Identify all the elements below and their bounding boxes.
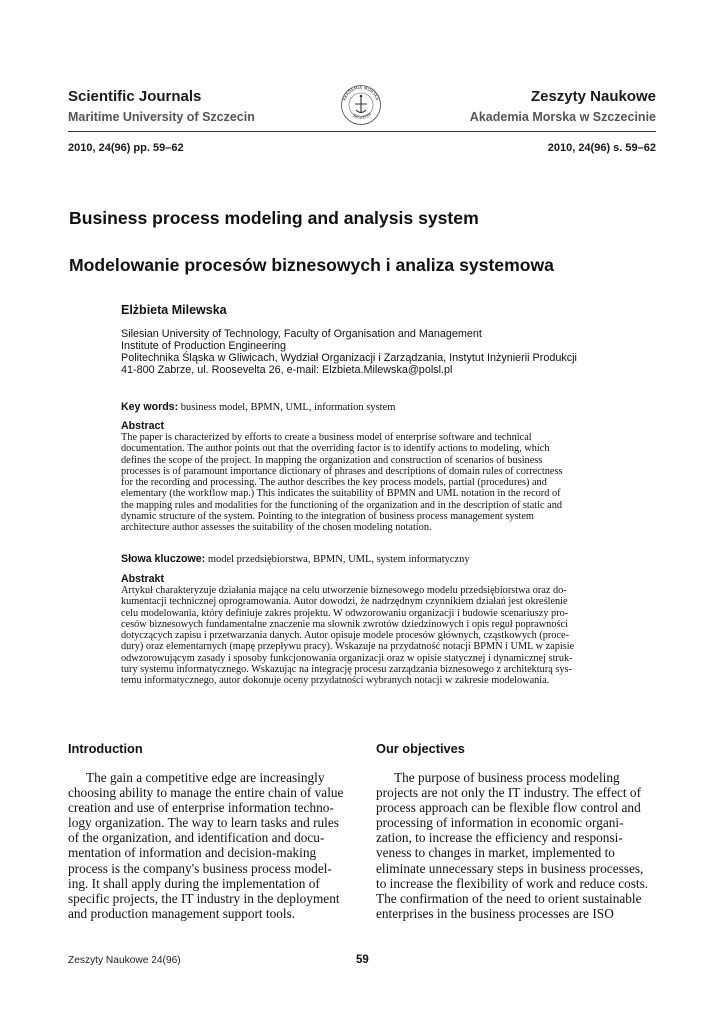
keywords-value: business model, BPMN, UML, information system bbox=[180, 402, 396, 413]
introduction-text bbox=[68, 770, 349, 921]
objectives-text bbox=[376, 770, 657, 921]
abstract-pl-line: dotyczących zapisu i przetwarzania danych. Autor opisuje modele procesów głównych, cząstkowych (proce- bbox=[121, 630, 570, 642]
citation-pl: 2010, 24(96) s. 59–62 bbox=[547, 142, 656, 154]
journal-title-pl: Zeszyty Naukowe bbox=[530, 88, 656, 105]
abstract-pl-line: kumentacji technicznej oprogramowania. Autor dowodzi, że nadrzędnym czynnikiem działań jest określenie bbox=[121, 596, 568, 608]
body-line: choosing ability to manage the entire chain of value bbox=[68, 785, 344, 801]
affiliation-line: Politechnika Śląska w Gliwicach, Wydział Organizacji i Zarządzania, Instytut Inżynierii Produkcji bbox=[121, 352, 577, 364]
body-line: zation, to increase the efficiency and responsi- bbox=[376, 830, 623, 846]
body-line: eliminate unnecessary steps in business processes, bbox=[376, 860, 644, 876]
keywords-pl-value: model przedsiębiorstwa, BPMN, UML, system informatyczny bbox=[207, 554, 470, 565]
body-line: projects are not only the IT industry. The effect of bbox=[376, 785, 641, 801]
abstract-line: documentation. The author points out that the overriding factor is to identify actions to modeling, which bbox=[121, 443, 550, 455]
body-line: logy organization. The way to learn tasks and rules bbox=[68, 815, 339, 831]
keywords-en bbox=[121, 401, 395, 413]
body-line: The purpose of business process modeling bbox=[394, 770, 620, 785]
author-name: Elżbieta Milewska bbox=[121, 303, 227, 317]
section-heading-objectives: Our objectives bbox=[376, 741, 465, 756]
abstract-body bbox=[121, 432, 604, 534]
abstract-line: defines the scope of the project. In mapping the organization and construction of scenarios of business bbox=[121, 454, 543, 466]
affiliation-line: Institute of Production Engineering bbox=[121, 340, 287, 352]
abstract-line: for the recording and processing. The author describes the key process models, partial (procedures) and bbox=[121, 477, 547, 489]
svg-text:AKADEMIA MORSKA: AKADEMIA MORSKA bbox=[341, 84, 381, 102]
journal-publisher-pl: Akademia Morska w Szczecinie bbox=[469, 110, 656, 124]
body-line: processing of information in economic organi- bbox=[376, 815, 624, 831]
footer-journal: Zeszyty Naukowe 24(96) bbox=[68, 955, 181, 966]
abstract-pl-line: Artykuł charakteryzuje działania mające na celu utworzenie biznesowego modelu przedsiębiorstwa oraz do- bbox=[121, 585, 567, 596]
abstract-line: elementary (the workflow map.) This indicates the suitability of BPMN and UML notation in the record of bbox=[121, 488, 561, 500]
abstract-heading: Abstract bbox=[121, 420, 164, 432]
body-line: of the organization, and identification and docu- bbox=[68, 830, 325, 846]
header-divider bbox=[68, 131, 656, 132]
article-title-pl: Modelowanie procesów biznesowych i analiza systemowa bbox=[69, 255, 554, 275]
section-heading-introduction: Introduction bbox=[68, 741, 143, 756]
journal-publisher-en: Maritime University of Szczecin bbox=[68, 110, 255, 124]
affiliation-line: 41-800 Zabrze, ul. Roosevelta 26, e-mail: Elzbieta.Milewska@polsl.pl bbox=[121, 364, 453, 376]
abstract-line: the mapping rules and modalities for the functioning of the organization and in the description of static and bbox=[121, 499, 563, 511]
abstract-line: architecture author assesses the suitability of the chosen modeling notation. bbox=[121, 522, 432, 534]
abstract-pl-line: cesów biznesowych fundamentalne znaczenie ma słownik zwrotów dziedzinowych i opis reguł poprawności bbox=[121, 618, 568, 630]
body-line: process approach can be flexible flow control and bbox=[376, 800, 641, 816]
page-number: 59 bbox=[356, 954, 369, 966]
keywords-pl-label: Słowa kluczowe: bbox=[121, 553, 206, 565]
citation-en: 2010, 24(96) pp. 59–62 bbox=[68, 142, 184, 154]
abstract-pl-line: dury) oraz elementarnych (mapę przepływu pracy). Wskazuje na przydatność notacji BPMN i UML w zapisie bbox=[121, 641, 575, 653]
body-line: enterprises in the business processes are ISO bbox=[376, 905, 614, 921]
svg-text:SZCZECIN: SZCZECIN bbox=[351, 111, 372, 120]
body-line: The confirmation of the need to orient sustainable bbox=[376, 890, 642, 906]
body-line: veness to changes in market, implemented to bbox=[376, 845, 615, 861]
body-line: to increase the flexibility of work and reduce costs. bbox=[376, 875, 649, 891]
body-line: mentation of information and decision-making bbox=[68, 845, 317, 861]
body-line: The gain a competitive edge are increasingly bbox=[86, 770, 325, 785]
university-seal-logo bbox=[340, 84, 382, 126]
abstract-line: dynamic structure of the system. Pointing to the integration of business process management system bbox=[121, 511, 534, 523]
body-line: creation and use of enterprise information techno- bbox=[68, 800, 334, 816]
journal-title-en: Scientific Journals bbox=[68, 88, 202, 105]
abstract-pl-heading: Abstrakt bbox=[121, 573, 164, 585]
affiliation-line: Silesian University of Technology, Faculty of Organisation and Management bbox=[121, 328, 482, 340]
keywords-pl bbox=[121, 553, 470, 565]
keywords-label: Key words: bbox=[121, 401, 179, 413]
abstract-pl-line: temu informatycznego, autor dokonuje oceny przydatności wybranych notacji w zakresie modelowania. bbox=[121, 675, 550, 687]
body-line: process is the company's business process model- bbox=[68, 860, 332, 876]
abstract-line: The paper is characterized by efforts to create a business model of enterprise software and technical bbox=[121, 432, 532, 443]
body-line: ing. It shall apply during the implementation of bbox=[68, 875, 320, 891]
abstract-line: processes is of paramount importance dictionary of phrases and descriptions of domain rules of correctness bbox=[121, 465, 563, 477]
body-line: and production management support tools. bbox=[68, 905, 296, 921]
abstract-pl-line: odwzorowującym zasady i sposoby funkcjonowania organizacji oraz w opisie statycznej i dynamicznej struk- bbox=[121, 652, 573, 664]
abstract-pl-line: celu modelowania, który definiuje zakres projektu. W odwzorowaniu organizacji i budowie scenariuszy pro- bbox=[121, 607, 569, 619]
body-line: specific projects, the IT industry in the deployment bbox=[68, 890, 340, 906]
article-title-en: Business process modeling and analysis system bbox=[69, 208, 479, 228]
abstract-pl-line: tury systemu informatycznego. Wskazując na integrację procesu zarządzania biznesowego z architekturą sys- bbox=[121, 664, 572, 676]
abstract-pl-body bbox=[121, 585, 604, 687]
